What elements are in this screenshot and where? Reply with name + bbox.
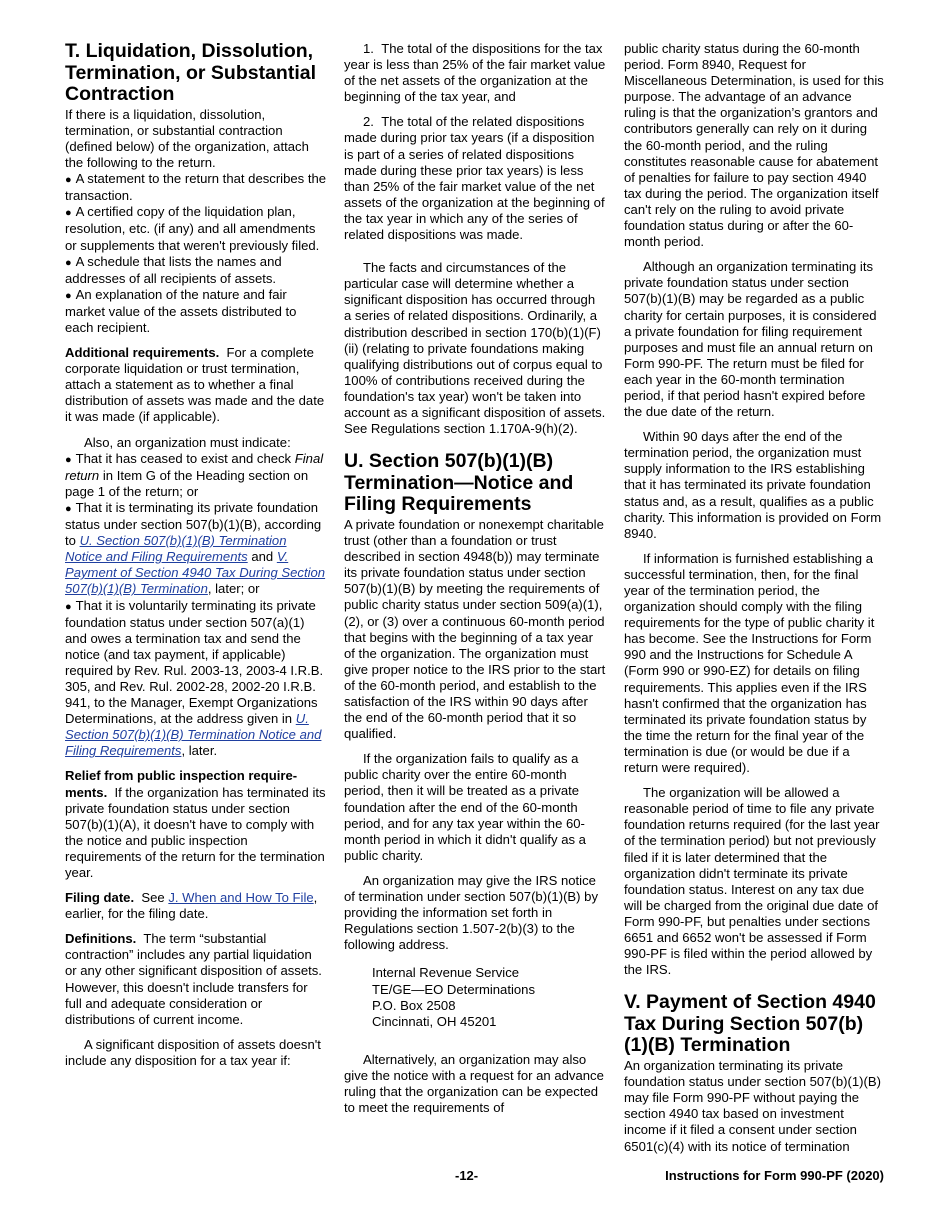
paragraph-definitions: Definitions. The term “substantial contraction” includes any partial liquidation or any other significant disposition of assets. However, this doesn't include transfers for full and adequate consideration or distributions of current income. <box>65 931 322 1027</box>
paragraph: Alternatively, an organization may also give the notice with a request for an advance ruling that the organization can be expected to meet the requirements of <box>344 1052 604 1116</box>
numbered-item: 1. The total of the dispositions for the tax year is less than 25% of the fair market value of the net assets of the organization at the beginning of the tax year, and <box>344 41 606 105</box>
column-middle <box>344 41 606 1126</box>
paragraph-filing-date: Filing date. See J. When and How To File, earlier, for the filing date. <box>65 890 318 922</box>
paragraph: If the organization fails to qualify as a public charity over the entire 60-month period, then it will be treated as a private foundation after the end of the 60-month period, and for any tax year within the 60-month period in which it didn't qualify as a public charity. <box>344 751 586 863</box>
bullet-item: ● That it has ceased to exist and check Final return in Item G of the Heading section on page 1 of the return; or <box>65 450 324 499</box>
bullet-item: ● That it is voluntarily terminating its private foundation status under section 507(a)(1) and owes a termination tax and send the notice (and tax payment, if applicable) required by Rev. Rul. 2003-13, 2003-4 I.R.B. 305, and Rev. Rul. 2002-28, 2002-20 I.R.B. 941, to the Manager, Exempt Organizations Determinations, at the address given in U. Section 507(b)(1)(B) Termination Notice and Filing Requirements, later. <box>65 597 324 759</box>
paragraph: An organization terminating its private foundation status under section 507(b)(1)(B) may file Form 990-PF without paying the section 4940 tax based on investment income if it filed a consent under section 6501(c)(4) with its notice of termination <box>624 1058 881 1154</box>
paragraph: public charity status during the 60-month period. Form 8940, Request for Miscellaneous Determination, is used for this purpose. The advantage of an advance ruling is that the organization’s grantors and contributors generally can rely on it during the 60-month period, and the ruling constitutes reasonable cause for abatement of penalties for failure to pay section 4940 tax during the period. The organization itself can't rely on the ruling to avoid private foundation status during or after the 60-month period. <box>624 41 884 250</box>
section-heading-v: V. Payment of Section 4940 Tax During Section 507(b)(1)(B) Termination <box>624 991 876 1057</box>
page-number: -12- <box>455 1168 479 1183</box>
bullet-item: ● A statement to the return that describes the transaction. <box>65 171 327 204</box>
link-section-u[interactable]: U. Section 507(b)(1)(B) Termination Notice and Filing Requirements <box>65 711 322 759</box>
link-section-u[interactable]: U. Section 507(b)(1)(B) Termination Notice and Filing Requirements <box>65 533 287 565</box>
paragraph: Also, an organization must indicate: <box>84 434 291 450</box>
paragraph: If information is furnished establishing a successful termination, then, for the final year of the termination period, the organization should comply with the filing requirements for the type of public charity it has become. See the Instructions for Form 990 and the Instructions for Schedule A (Form 990 or 990-EZ) for details on filing requirements. This applies even if the IRS hasn't confirmed that the organization has terminated its private foundation status by the time the return for the final year of the termination is due (or would be due if a return were required). <box>624 550 875 776</box>
paragraph: Although an organization terminating its private foundation status under section 507(b)(1)(B) may be regarded as a public charity for certain purposes, it is considered a private foundation for filing requirement purposes and must file an annual return on Form 990-PF. The return must be filed for each year in the 60-month termination period, if that period hasn't expired before the due date of the return. <box>624 259 877 420</box>
numbered-item: 2. The total of the related dispositions made during prior tax years (if a disposition is part of a series of related dispositions made during these prior tax years) is less than 25% of the fair market value of the net assets of the organization at the beginning of the tax year in which any of the series of related dispositions was made. <box>344 114 605 243</box>
paragraph: An organization may give the IRS notice of termination under section 507(b)(1)(B) by providing the information set forth in Regulations section 1.507-2(b)(3) to the following address. <box>344 872 598 953</box>
column-right <box>624 41 886 1164</box>
paragraph-relief: Relief from public inspection require-ments. If the organization has terminated its private foundation status under section 507(b)(1)(A), it doesn't have to comply with the notice and public inspection requirements of the return for the termination year. <box>65 768 326 880</box>
link-when-how-to-file[interactable]: J. When and How To File <box>168 890 314 906</box>
bullet-item: ● An explanation of the nature and fair market value of the assets distributed to each recipient. <box>65 286 297 335</box>
paragraph: A private foundation or nonexempt charitable trust (other than a foundation or trust described in section 4948(b)) may terminate its private foundation status under section 507(b)(1)(B) by meeting the requirements of public charity status under section 509(a)(1), (2), or (3) over a continuous 60-month period that begins with the beginning of a tax year of the organization. The organization must give proper notice to the IRS prior to the start of the 60-month period, and establish to the satisfaction of the IRS within 90 days after the end of the 60-month period that it so qualified. <box>344 516 606 742</box>
paragraph-additional-requirements: Additional requirements. For a complete corporate liquidation or trust termination, attach a statement as to whether a final distribution of assets was made and the date it was made (if applicable). <box>65 345 325 425</box>
paragraph: The organization will be allowed a reasonable period of time to file any private foundation returns required (for the last year of the termination period) but not previously filed if it is later determined that the organization didn't terminate its private foundation status. Interest on any tax due will be charged from the original due date of Form 990-PF, but penalties under sections 6651 and 6652 won't be assessed if Form 990-PF is filed within the period allowed by the IRS. <box>624 785 880 978</box>
mailing-address: Internal Revenue Service TE/GE—EO Determinations P.O. Box 2508 Cincinnati, OH 45201 <box>372 965 535 1029</box>
link-section-v[interactable]: V. Payment of Section 4940 Tax During Section 507(b)(1)(B) Termination <box>65 549 326 597</box>
bullet-item: ● A certified copy of the liquidation plan, resolution, etc. (if any) and all amendments or supplements that weren't previously filed. <box>65 204 320 253</box>
paragraph: If there is a liquidation, dissolution, termination, or substantial contraction (defined below) of the organization, attach the following to the return. <box>65 106 309 171</box>
bullet-item: ● That it is terminating its private foundation status under section 507(b)(1)(B), according to U. Section 507(b)(1)(B) Termination Notice and Filing Requirements and V. Payment of Section 4940 Tax During Section 507(b)(1)(B) Termination, later; or <box>65 499 326 597</box>
footer-title: Instructions for Form 990-PF (2020) <box>665 1168 884 1183</box>
column-left <box>65 41 327 1078</box>
paragraph: The facts and circumstances of the particular case will determine whether a significant disposition has occurred through a series of related dispositions. Ordinarily, a distribution described in section 170(b)(1)(F)(ii) (relating to private foundations making qualifying distributions out of corpus equal to 100% of contributions received during the foundation's tax year) won't be taken into account as a significant disposition of assets. See Regulations section 1.170A-9(h)(2). <box>344 260 606 437</box>
section-heading-u: U. Section 507(b)(1)(B) Termination—Notice and Filing Requirements <box>344 450 574 516</box>
paragraph: A significant disposition of assets doesn't include any disposition for a tax year if: <box>65 1036 321 1068</box>
bullet-item: ● A schedule that lists the names and addresses of all recipients of assets. <box>65 253 282 286</box>
section-heading-t: T. Liquidation, Dissolution, Termination, or Substantial Contraction <box>65 40 316 106</box>
paragraph: Within 90 days after the end of the termination period, the organization must supply information to the IRS establishing that it has terminated its private foundation status and, as a result, qualifies as a public charity. This information is provided on Form 8940. <box>624 429 882 541</box>
